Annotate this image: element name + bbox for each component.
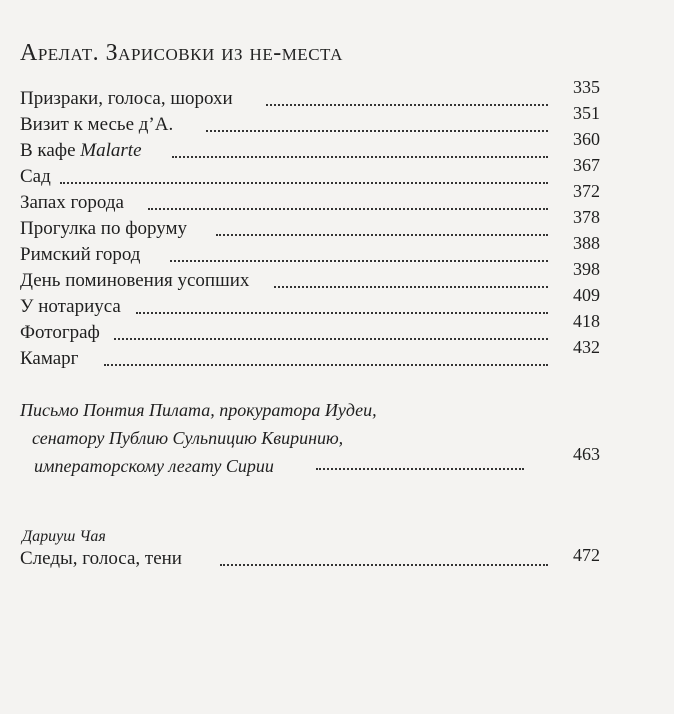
dot-leader bbox=[266, 100, 548, 106]
toc-entry-page: 418 bbox=[573, 311, 600, 331]
toc-entry-title: День поминовения усопших bbox=[20, 270, 250, 291]
letter-line-text: императорскому легату Сирии bbox=[34, 456, 274, 476]
toc-entry-page: 335 bbox=[573, 77, 600, 97]
toc-entry bbox=[20, 546, 600, 572]
dot-leader bbox=[274, 282, 548, 288]
toc-entry-title: Запах города bbox=[20, 192, 124, 213]
dot-leader bbox=[60, 178, 548, 184]
toc-entry bbox=[20, 181, 600, 216]
toc-entry-page: 372 bbox=[573, 181, 600, 201]
letter-line: сенатору Публию Сульпицию Квиринию, bbox=[32, 428, 344, 448]
toc-entry bbox=[20, 77, 600, 112]
dot-leader bbox=[170, 256, 548, 262]
toc-entry bbox=[20, 337, 600, 372]
toc-entry-title-prefix: В кафе bbox=[20, 140, 81, 161]
toc-entry bbox=[20, 311, 600, 346]
toc-entry bbox=[20, 285, 600, 320]
toc-entry-title: Следы, голоса, тени bbox=[20, 548, 182, 569]
toc-entry-page: 472 bbox=[573, 545, 600, 565]
letter-line-last bbox=[20, 444, 600, 480]
dot-leader bbox=[206, 126, 548, 132]
toc-entry-title: Сад bbox=[20, 166, 51, 187]
toc-entry-page: 351 bbox=[573, 103, 600, 123]
dot-leader bbox=[172, 152, 548, 158]
toc-entry bbox=[20, 103, 600, 138]
toc-entry bbox=[20, 233, 600, 268]
toc-entry bbox=[20, 259, 600, 294]
dot-leader bbox=[216, 230, 548, 236]
letter-line: Письмо Понтия Пилата, прокуратора Иудеи, bbox=[20, 400, 377, 420]
toc-entry-page: 367 bbox=[573, 155, 600, 175]
toc-entry bbox=[20, 129, 600, 164]
toc-entry-title: Фотограф bbox=[20, 322, 100, 343]
toc-entry-title bbox=[20, 138, 142, 164]
toc-entry-page: 360 bbox=[573, 129, 600, 149]
toc-entry-page: 378 bbox=[573, 207, 600, 227]
dot-leader bbox=[136, 308, 548, 314]
toc-entry bbox=[20, 207, 600, 242]
toc-entry bbox=[20, 155, 600, 190]
toc-entry-page: 409 bbox=[573, 285, 600, 305]
toc-entry-title: Прогулка по форуму bbox=[20, 218, 188, 239]
dot-leader bbox=[114, 334, 548, 340]
dot-leader bbox=[220, 560, 548, 566]
toc-entry-page: 398 bbox=[573, 259, 600, 279]
toc-entry-page: 432 bbox=[573, 337, 600, 357]
toc-entry-page: 388 bbox=[573, 233, 600, 253]
letter-page: 463 bbox=[573, 444, 600, 464]
letter-entry bbox=[20, 396, 600, 480]
toc-entry-title: Призраки, голоса, шорохи bbox=[20, 88, 233, 109]
toc-entry-title-italic: Malarte bbox=[80, 140, 142, 161]
toc-entry-title: У нотариуса bbox=[20, 296, 121, 317]
author-name: Дариуш Чая bbox=[22, 528, 106, 545]
dot-leader bbox=[148, 204, 548, 210]
toc-entry-title: Камарг bbox=[20, 348, 79, 369]
toc-entry-title: Визит к месье д’А. bbox=[20, 114, 174, 135]
dot-leader bbox=[316, 468, 524, 470]
section-title: Арелат. Зарисовки из не-места bbox=[20, 40, 343, 66]
dot-leader bbox=[104, 360, 548, 366]
toc-entry-title: Римский город bbox=[20, 244, 141, 265]
